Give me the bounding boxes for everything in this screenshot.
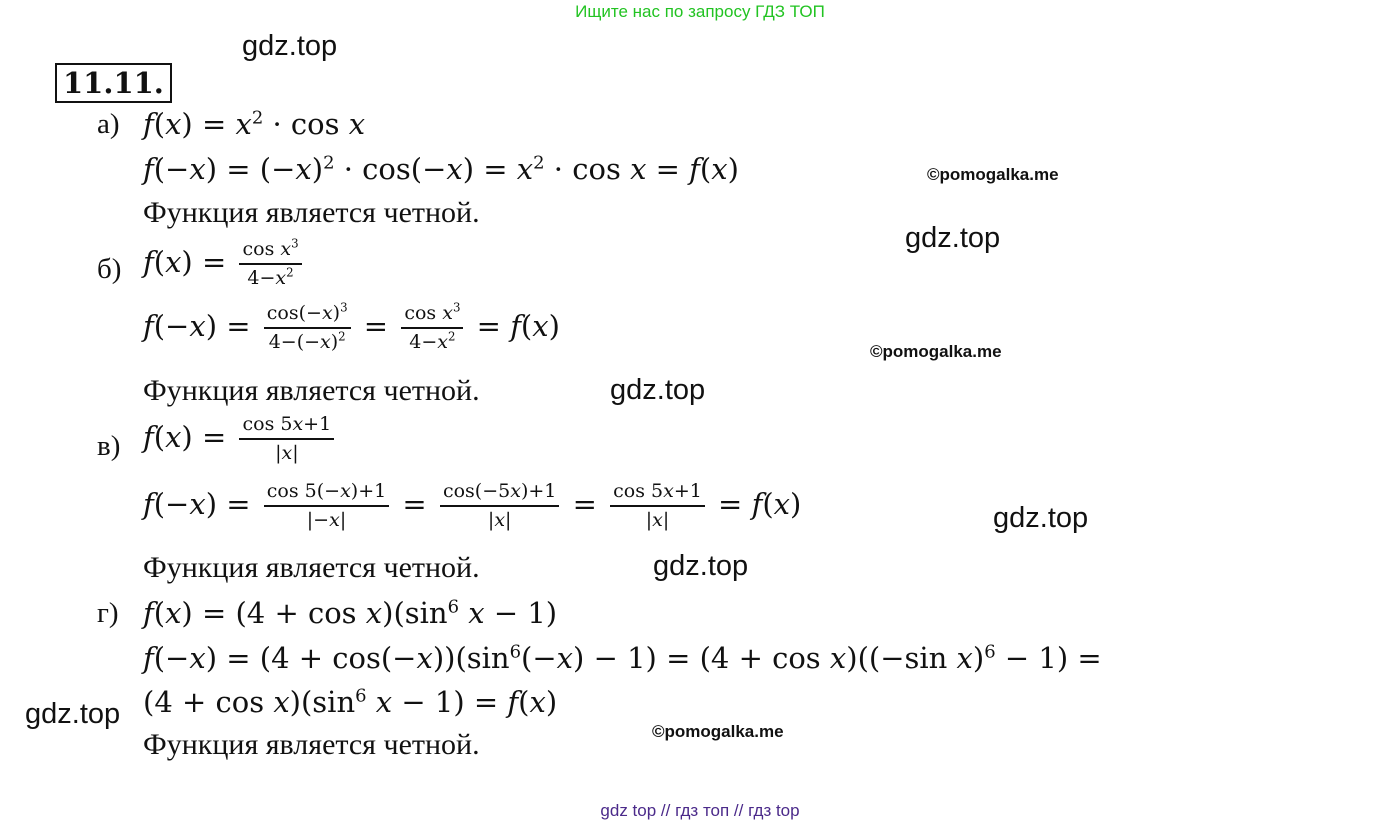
search-banner[interactable]: Ищите нас по запросу ГДЗ ТОП <box>575 2 825 21</box>
watermark-gdz-top: gdz.top <box>993 502 1089 534</box>
watermark-gdz-top: gdz.top <box>610 374 706 406</box>
watermark-gdz-top: gdz.top <box>653 550 749 582</box>
conclusion-a: Функция является четной. <box>143 196 480 229</box>
part-d-line1: $f(x) = (4 + \cos x)(\sin^6$ x − 1) <box>143 596 558 630</box>
part-d-line3: $(4 + \cos x)(\sin^6$ x − 1) = f(x) <box>143 685 558 719</box>
watermark-pomogalka: ©pomogalka.me <box>652 722 784 741</box>
part-c-line2: f(−x) = $\frac{\cos 5(-x)+1}{|-x|}$ = $\frac{\cos(-5x)+1}{|x|}$ = $\frac{\cos 5x+1}{|x|}$ = f(x) <box>143 480 802 531</box>
watermark-pomogalka: ©pomogalka.me <box>927 165 1059 184</box>
watermark-gdz-top: gdz.top <box>25 698 121 730</box>
part-b-line1: f(x) = $\frac{\cos x^3}{4-x^2}$ <box>143 240 306 288</box>
conclusion-b: Функция является четной. <box>143 374 480 407</box>
part-c-line1: f(x) = $\frac{\cos 5x+1}{|x|}$ <box>143 415 338 463</box>
conclusion-c: Функция является четной. <box>143 551 480 584</box>
footer-links[interactable]: gdz top // гдз топ // гдз top <box>600 801 800 820</box>
part-a-line2: $f(-x) = (-x)^2 \cdot \cos(-x) = x^2 \cdot \cos x = f(x)$ <box>143 152 739 186</box>
watermark-gdz-top: gdz.top <box>905 222 1001 254</box>
watermark-pomogalka: ©pomogalka.me <box>870 342 1002 361</box>
part-d-line2: $f(-x) = (4 + \cos(-x))(\sin^6(-x) - 1) = (4 + \cos x)((-\sin$ x)$^6$ − 1) = <box>143 641 1102 675</box>
part-label-d: г) <box>97 597 119 629</box>
conclusion-d: Функция является четной. <box>143 728 480 761</box>
part-label-b: б) <box>97 253 122 285</box>
part-label-a: а) <box>97 108 120 140</box>
task-number: 11.11. <box>55 63 172 103</box>
part-label-c: в) <box>97 430 121 462</box>
part-b-line2: f(−x) = $\frac{\cos(-x)^3}{4-(-x)^2}$ = $\frac{\cos x^3}{4-x^2}$ = f(x) <box>143 300 560 353</box>
part-a-line1: $f(x) = x^2 \cdot \cos x$ <box>143 107 366 141</box>
watermark-gdz-top: gdz.top <box>242 30 338 62</box>
